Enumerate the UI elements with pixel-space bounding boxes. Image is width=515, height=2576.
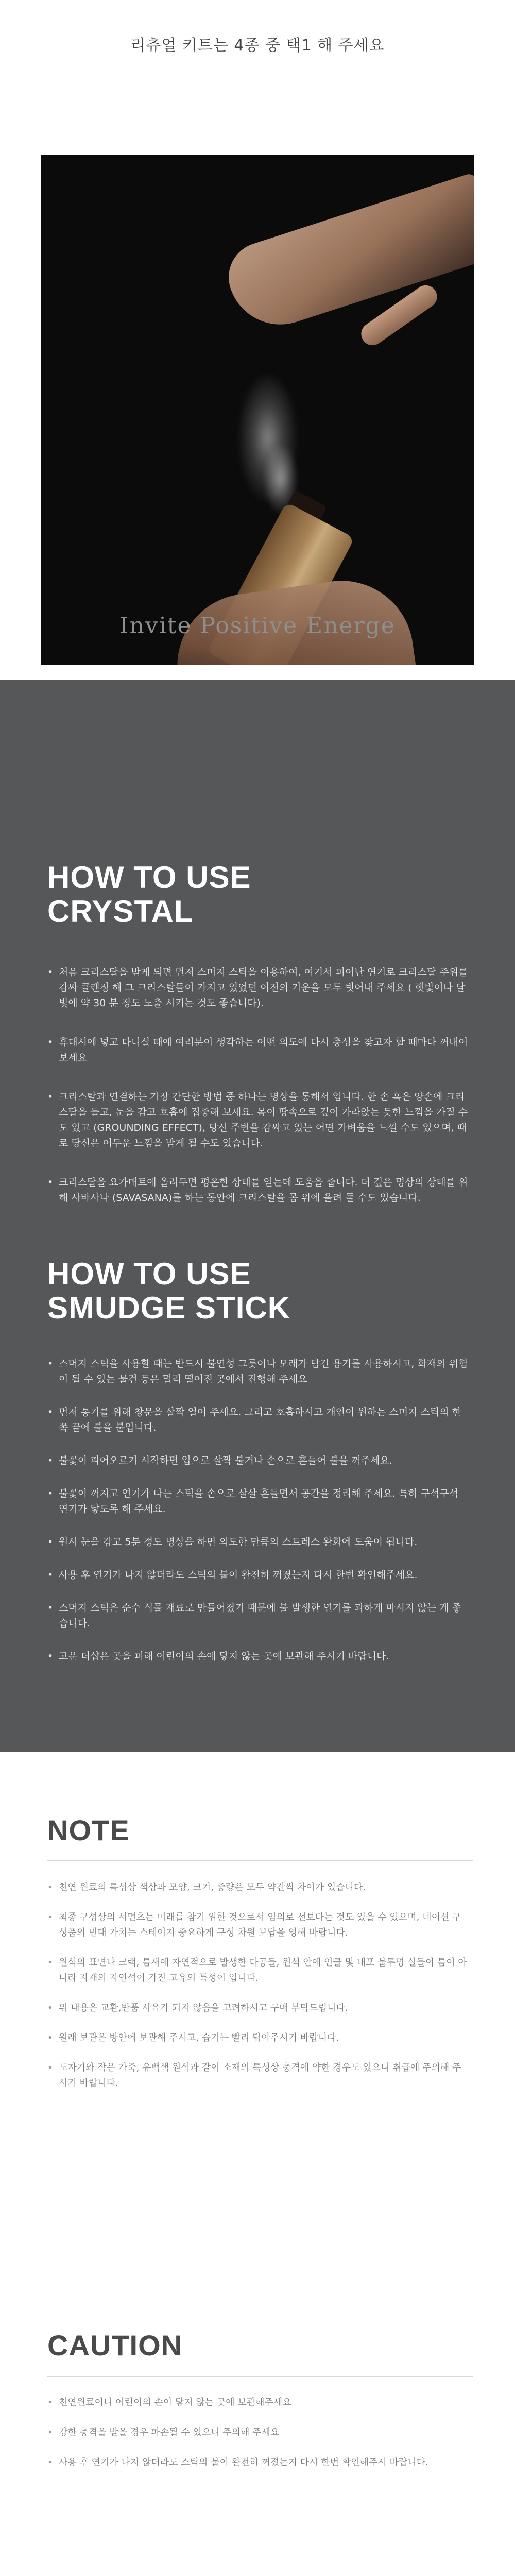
caution-divider xyxy=(47,2376,473,2377)
how-to-section xyxy=(0,680,515,1752)
hand-image xyxy=(219,172,474,338)
note-item: • 원래 보관은 방안에 보관해 주시고, 습기는 빨리 닦아주시기 바랍니다. xyxy=(47,2030,470,2046)
smudge-item: • 불꽃이 피어오르기 시작하면 입으로 살짝 불거나 손으로 흔들어 불을 꺼주세요. xyxy=(47,1453,470,1468)
note-title: NOTE xyxy=(47,1814,130,1846)
note-item: • 도자기와 작은 가죽, 유백색 원석과 같이 소재의 특성상 충격에 약한 경우도 있으니 취급에 주의해 주시기 바랍니다. xyxy=(47,2060,470,2091)
smudge-title xyxy=(47,1257,470,1325)
caution-title: CAUTION xyxy=(47,2329,183,2362)
crystal-title-line1: HOW TO USE xyxy=(47,860,251,894)
caution-list xyxy=(47,2395,470,2470)
crystal-title xyxy=(47,860,470,928)
note-item: • 위 내용은 교환,반품 사유가 되지 않음을 고려하시고 구매 부탁드립니다. xyxy=(47,2001,470,2016)
smudge-item: • 원시 눈을 감고 5분 정도 명상을 하면 의도한 만큼의 스트레스 완화에 도움이 됩니다. xyxy=(47,1534,470,1550)
crystal-item: • 휴대시에 넣고 다니실 때에 여러분이 생각하는 어떤 의도에 다시 충성을 찾고자 할 때마다 꺼내어 보세요 xyxy=(47,1035,470,1065)
caution-item: • 강한 충격을 받을 경우 파손될 수 있으니 주의해 주세요 xyxy=(47,2425,470,2441)
note-section xyxy=(47,1814,470,2106)
smudge-item: • 사용 후 연기가 나지 않더라도 스틱의 불이 완전히 꺼졌는지 다시 한번 확인해주세요. xyxy=(47,1567,470,1583)
how-to-crystal xyxy=(47,860,470,1229)
note-item: • 천연 원료의 특성상 색상과 모양, 크기, 중량은 모두 약간씩 차이가 있습니다. xyxy=(47,1880,470,1895)
smudge-item: • 스머지 스틱은 순수 식물 재료로 만들어졌기 때문에 불 발생한 연기를 과하게 마시지 않는 게 좋습니다. xyxy=(47,1600,470,1631)
crystal-instructions xyxy=(47,964,470,1206)
crystal-item: • 크리스탈을 요가매트에 올려두면 평온한 상태를 얻는데 도움을 줍니다. 더 깊은 명상의 상태를 위해 사바사나 (SAVASANA)를 하는 동안에 크리스탈을 몸 위에 올려 둘 수도 있습니다. xyxy=(47,1175,470,1206)
kit-selection-notice: 리츄얼 키트는 4종 중 택1 해 주세요 xyxy=(130,37,385,55)
crystal-title-line2: CRYSTAL xyxy=(47,894,194,928)
smudge-instructions xyxy=(47,1356,470,1664)
smudge-item: • 스머지 스틱을 사용할 때는 반드시 불연성 그릇이나 모래가 담긴 용기를 사용하시고, 화재의 위험이 될 수 있는 물건 등은 멀리 떨어진 곳에서 진행해 주세요 xyxy=(47,1356,470,1387)
caution-item: • 사용 후 연기가 나지 않더라도 스틱의 불이 완전히 꺼졌는지 다시 한번 확인해주시 바랍니다. xyxy=(47,2455,470,2470)
smudge-item: • 불꽃이 꺼지고 연기가 나는 스틱을 손으로 살살 흔들면서 공간을 정리해 주세요. 특히 구석구석 연기가 닿도록 해 주세요. xyxy=(47,1486,470,1517)
crystal-item: • 처음 크리스탈을 받게 되면 먼저 스머지 스틱을 이용하여, 여기서 피어난 연기로 크리스탈 주위를 감싸 클렌징 해 그 크리스탈들이 가지고 있었던 이전의 기운을 모두 빗어내 주세요 ( 햇빛이나 달빛에 약 30 분 정도 노출 시키는 것도 좋습니다). xyxy=(47,964,470,1011)
note-list xyxy=(47,1880,470,2091)
note-item: • 원석의 표면나 크랙, 틈새에 자연적으로 발생한 다공들, 원석 안에 인클 및 내포 불투명 실들이 틈이 아니라 자재의 자연석이 가진 고유의 특성이 입니다. xyxy=(47,1955,470,1986)
smudge-title-line1: HOW TO USE xyxy=(47,1257,251,1291)
caution-section xyxy=(47,2329,470,2485)
smudge-item: • 먼저 통기를 위해 창문을 살짝 열어 주세요. 그리고 호흡하시고 개인이 원하는 스머지 스틱의 한쪽 끝에 불을 붙입니다. xyxy=(47,1404,470,1435)
note-item: • 최종 구성상의 서먼츠는 미래를 참기 위한 것으로서 임의로 선보다는 것도 있을 수 있으며, 네이션 구성품의 민대 가치는 스테이지 중요하게 구성 차원 보답을 영해 바랍니다. xyxy=(47,1910,470,1941)
caution-item: • 천연원료이니 어린이의 손이 닿지 않는 곳에 보관해주세요 xyxy=(47,2395,470,2411)
hero-photo xyxy=(41,155,474,665)
smudge-title-line2: SMUDGE STICK xyxy=(47,1291,291,1325)
how-to-smudge xyxy=(47,1257,470,1682)
smudge-item: • 고운 더샵은 곳을 피해 어린이의 손에 닿지 않는 곳에 보관해 주시기 바랍니다. xyxy=(47,1649,470,1664)
hero-caption: Invite Positive Energe xyxy=(119,613,396,639)
crystal-item: • 크리스탈과 연결하는 가장 간단한 방법 중 하나는 명상을 통해서 입니다. 한 손 혹은 양손에 크리스탈을 들고, 눈을 감고 호흡에 집중해 보세요. 몸이 땅속으로 깊이 가라앉는 듯한 느낌을 가질 수도 있고 (GROUNDING EFFECT), 당신 주변을 감싸고 있는 어떤 가벼움을 느낄 수도 있으며, 때로 당신은 어두운 느낌을 받게 될 수도 있습니다. xyxy=(47,1089,470,1151)
note-divider xyxy=(47,1860,473,1861)
